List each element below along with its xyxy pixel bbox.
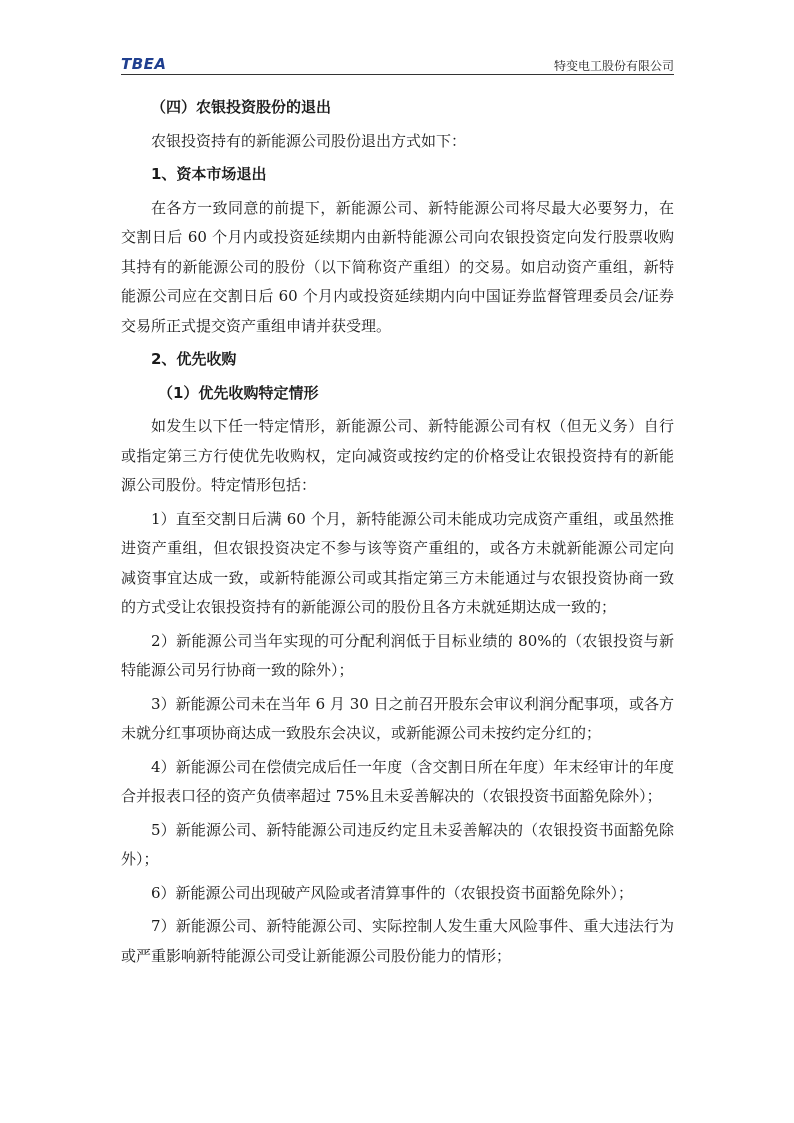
document-body [121,93,674,975]
subsubsection-heading: （1）优先收购特定情形 [158,383,319,402]
company-name: 特变电工股份有限公司 [553,59,674,73]
paragraph: 如发生以下任一特定情形，新能源公司、新特能源公司有权（但无义务）自行或指定第三方行使优先收购权，定向减资或按约定的价格受让农银投资持有的新能源公司股份。特定情形包括： [121,417,674,494]
subsection-heading: 2、优先收购 [151,350,237,368]
page-header [121,52,674,75]
list-item: 2）新能源公司当年实现的可分配利润低于目标业绩的 80%的（农银投资与新特能源公司另行协商一致的除外）； [121,631,674,679]
tbea-logo: TBEA [121,55,167,73]
paragraph: 农银投资持有的新能源公司股份退出方式如下： [151,131,467,150]
list-item: 1）直至交割日后满 60 个月，新特能源公司未能成功完成资产重组，或虽然推进资产重组，但农银投资决定不参与该等资产重组的，或各方未就新能源公司定向减资事宜达成一致，或新特能源公司或其指定第三方未能通过与农银投资协商一致的方式受让农银投资持有的新能源公司的股份且各方未就延期达成一致的； [121,509,674,616]
subsection-heading: 1、资本市场退出 [151,165,267,183]
list-item: 7）新能源公司、新特能源公司、实际控制人发生重大风险事件、重大违法行为或严重影响新特能源公司受让新能源公司股份能力的情形； [121,917,674,965]
list-item: 5）新能源公司、新特能源公司违反约定且未妥善解决的（农银投资书面豁免除外）； [121,820,674,868]
list-item: 6）新能源公司出现破产风险或者清算事件的（农银投资书面豁免除外）； [151,883,634,902]
list-item: 3）新能源公司未在当年 6 月 30 日之前召开股东会审议利润分配事项，或各方未就分红事项协商达成一致股东会决议，或新能源公司未按约定分红的； [121,694,674,742]
paragraph: 在各方一致同意的前提下，新能源公司、新特能源公司将尽最大必要努力，在交割日后 60 个月内或投资延续期内由新特能源公司向农银投资定向发行股票收购其持有的新能源公司的股份（以下简称资产重组）的交易。如启动资产重组，新特能源公司应在交割日后 60 个月内或投资延续期内向中国证券监督管理委员会/证券交易所正式提交资产重组申请并获受理。 [121,198,674,335]
list-item: 4）新能源公司在偿债完成后任一年度（含交割日所在年度）年末经审计的年度合并报表口径的资产负债率超过 75%且未妥善解决的（农银投资书面豁免除外）； [121,757,674,805]
section-heading: （四）农银投资股份的退出 [151,98,332,116]
